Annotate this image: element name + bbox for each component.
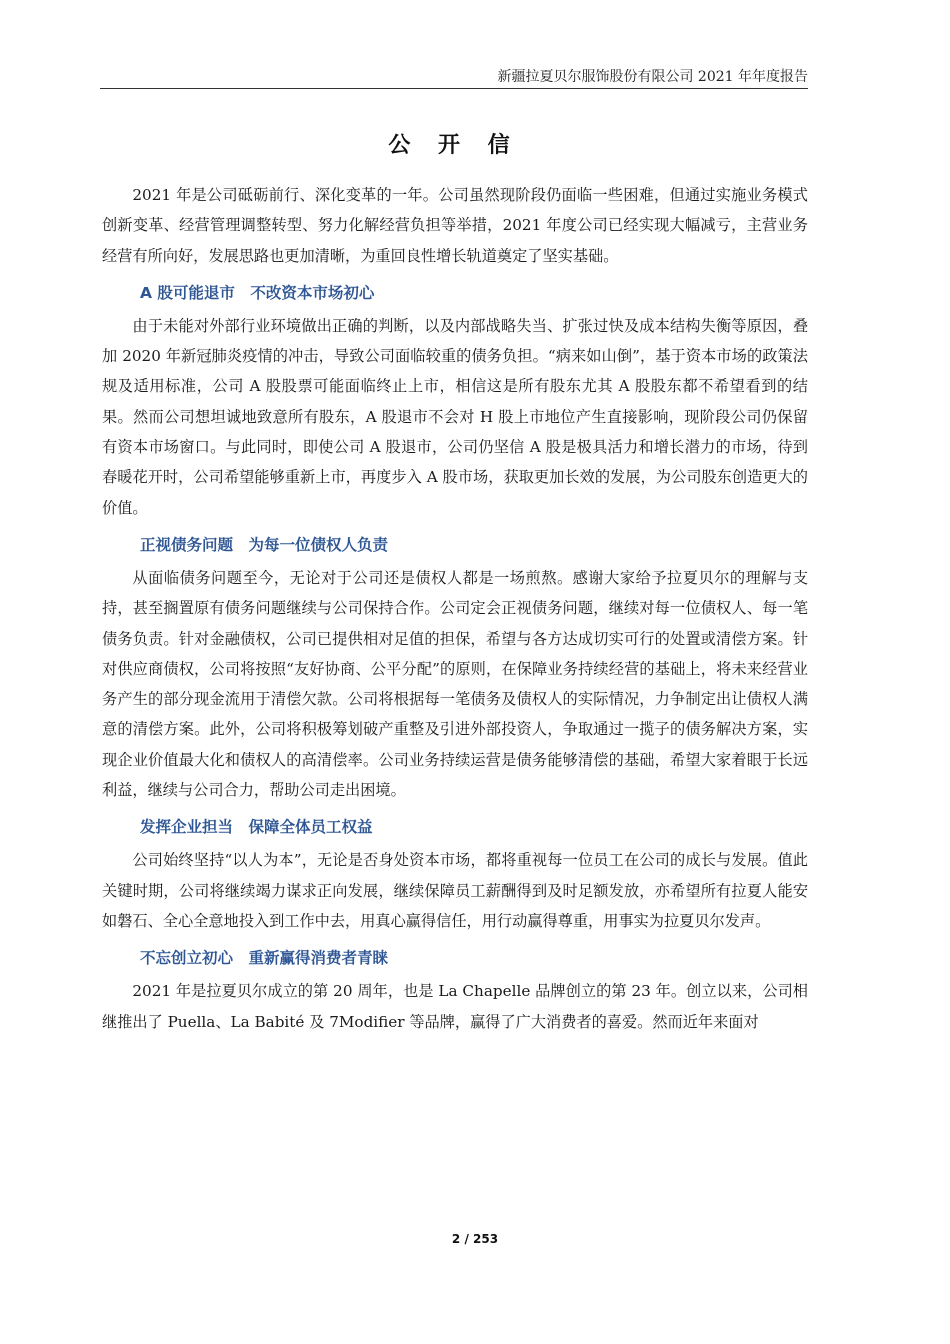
letter-content <box>102 180 808 1037</box>
header-divider <box>100 88 808 89</box>
section-heading-employees: 发挥企业担当 保障全体员工权益 <box>140 818 373 837</box>
section-paragraph-debt: 从面临债务问题至今，无论对于公司还是债权人都是一场煎熬。感谢大家给予拉夏贝尔的理解与支持，甚至搁置原有债务问题继续与公司保持合作。公司定会正视债务问题，继续对每一位债权人、每一笔债务负责。针对金融债权，公司已提供相对足值的担保，希望与各方达成切实可行的处置或清偿方案。针对供应商债权，公司将按照“友好协商、公平分配”的原则，在保障业务持续经营的基础上，将未来经营业务产生的部分现金流用于清偿欠款。公司将根据每一笔债务及债权人的实际情况，力争制定出让债权人满意的清偿方案。此外，公司将积极筹划破产重整及引进外部投资人，争取通过一揽子的债务解决方案，实现企业价值最大化和债权人的高清偿率。公司业务持续运营是债务能够清偿的基础，希望大家着眼于长远利益，继续与公司合力，帮助公司走出困境。 <box>102 568 808 800</box>
section-paragraph-delisting: 由于未能对外部行业环境做出正确的判断，以及内部战略失当、扩张过快及成本结构失衡等原因，叠加 2020 年新冠肺炎疫情的冲击，导致公司面临较重的债务负担。“病来如山倒”，基于资本市场的政策法规及适用标准，公司 A 股股票可能面临终止上市，相信这是所有股东尤其 A 股股东都不希望看到的结果。然而公司想坦诚地致意所有股东，A 股退市不会对 H 股上市地位产生直接影响，现阶段公司仍保留有资本市场窗口。与此同时，即使公司 A 股退市，公司仍坚信 A 股是极具活力和增长潜力的市场，待到春暖花开时，公司希望能够重新上市，再度步入 A 股市场，获取更加长效的发展，为公司股东创造更大的价值。 <box>102 316 808 517</box>
section-heading-consumers: 不忘创立初心 重新赢得消费者青睐 <box>140 949 389 968</box>
section-heading-delisting: A 股可能退市 不改资本市场初心 <box>140 283 375 302</box>
section-heading-debt: 正视债务问题 为每一位债权人负责 <box>140 535 389 554</box>
running-header: 新疆拉夏贝尔服饰股份有限公司 2021 年年度报告 <box>497 69 808 85</box>
section-paragraph-consumers: 2021 年是拉夏贝尔成立的第 20 周年，也是 La Chapelle 品牌创立的第 23 年。创立以来，公司相继推出了 Puella、La Babité 及 7Modifier 等品牌，赢得了广大消费者的喜爱。然而近年来面对 <box>102 982 808 1031</box>
letter-title: 公 开 信 <box>388 133 520 158</box>
page-number: 2 / 253 <box>451 1232 499 1246</box>
intro-paragraph: 2021 年是公司砥砺前行、深化变革的一年。公司虽然现阶段仍面临一些困难，但通过实施业务模式创新变革、经营管理调整转型、努力化解经营负担等举措，2021 年度公司已经实现大幅减亏，主营业务经营有所向好，发展思路也更加清晰，为重回良性增长轨道奠定了坚实基础。 <box>102 186 808 265</box>
section-paragraph-employees: 公司始终坚持“以人为本”，无论是否身处资本市场，都将重视每一位员工在公司的成长与发展。值此关键时期，公司将继续竭力谋求正向发展，继续保障员工薪酬得到及时足额发放，亦希望所有拉夏人能安如磐石、全心全意地投入到工作中去，用真心赢得信任，用行动赢得尊重，用事实为拉夏贝尔发声。 <box>102 851 808 930</box>
